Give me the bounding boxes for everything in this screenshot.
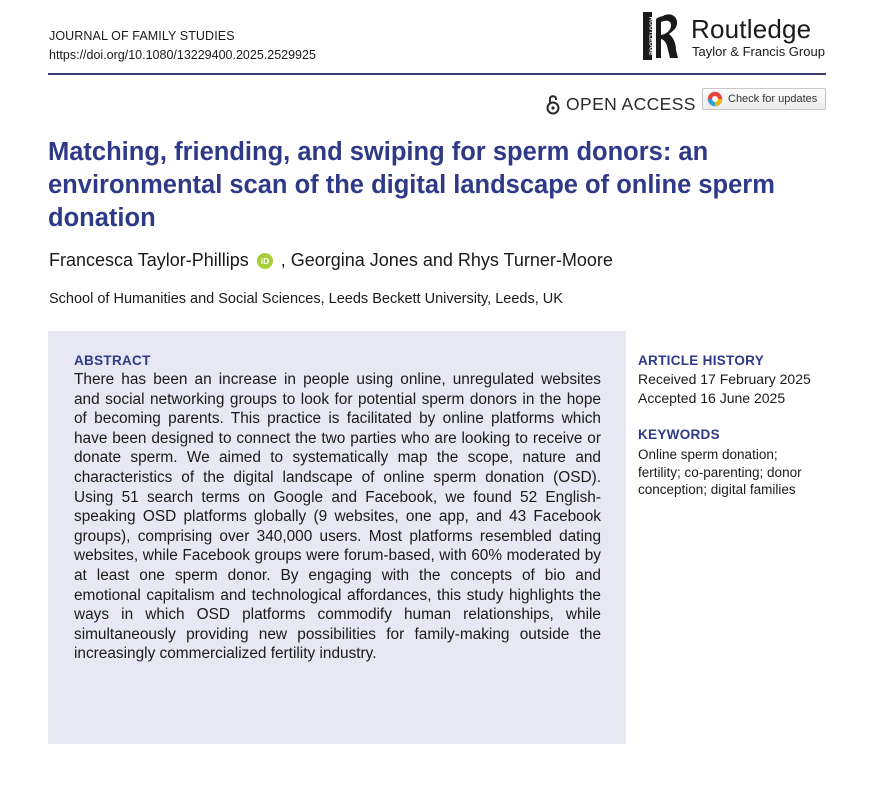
doi-link[interactable]: https://doi.org/10.1080/13229400.2025.2529925 [49, 48, 316, 62]
keywords-text: Online sperm donation; fertility; co-parenting; donor conception; digital families [638, 447, 802, 497]
author-list [49, 250, 613, 271]
open-lock-icon [546, 93, 560, 115]
abstract-text: There has been an increase in people using online, unregulated websites and social networking groups to look for potential sperm donors in the hope of becoming parents. This practice is facilitated by online platforms which have been designed to connect the two parties who are looking to receive or donate sperm. We aimed to systematically map the scope, nature and characteristics of the digital landscape of online sperm donation (OSD). Using 51 search terms on Google and Facebook, we found 52 English-speaking OSD platforms globally (9 websites, one app, and 43 Facebook groups), comprising over 340,000 users. Most platforms resembled dating websites, while Facebook groups were forum-based, with 60% moderated by at least one sperm donor. By engaging with the concepts of bio and emotional capitalism and technological affordances, this study highlights the ways in which OSD platforms commodify human relationships, while simultaneously providing new possibilities for family-making outside the increasingly commercialized fertility industry. [74, 371, 601, 663]
check-for-updates-label: Check for updates [728, 93, 818, 105]
journal-name: JOURNAL OF FAMILY STUDIES [49, 29, 235, 43]
header-divider [48, 73, 826, 75]
article-title: Matching, friending, and swiping for sperm donors: an environmental scan of the digital landscape of online sperm donation [48, 138, 775, 232]
publisher-brand[interactable] [643, 10, 833, 62]
logo-text: ROUTLEDGE [647, 16, 655, 56]
svg-text:iD: iD [260, 255, 269, 266]
affiliation: School of Humanities and Social Sciences, Leeds Beckett University, Leeds, UK [49, 291, 563, 307]
received-date: Received 17 February 2025 [638, 371, 811, 387]
abstract-heading: ABSTRACT [74, 353, 151, 368]
open-access-label: OPEN ACCESS [566, 93, 696, 114]
author-first[interactable]: Francesca Taylor-Phillips [49, 250, 249, 270]
routledge-logo-icon [643, 10, 685, 62]
publisher-subtitle: Taylor & Francis Group [692, 44, 825, 59]
publisher-name: Routledge [691, 14, 812, 44]
crossmark-icon [707, 91, 723, 107]
keywords-heading: KEYWORDS [638, 427, 720, 442]
article-history-heading: ARTICLE HISTORY [638, 353, 765, 368]
open-access-badge [546, 92, 696, 116]
orcid-icon[interactable] [257, 253, 273, 269]
check-for-updates-button[interactable] [702, 88, 826, 110]
author-others: , Georgina Jones and Rhys Turner-Moore [280, 250, 613, 270]
accepted-date: Accepted 16 June 2025 [638, 390, 786, 406]
